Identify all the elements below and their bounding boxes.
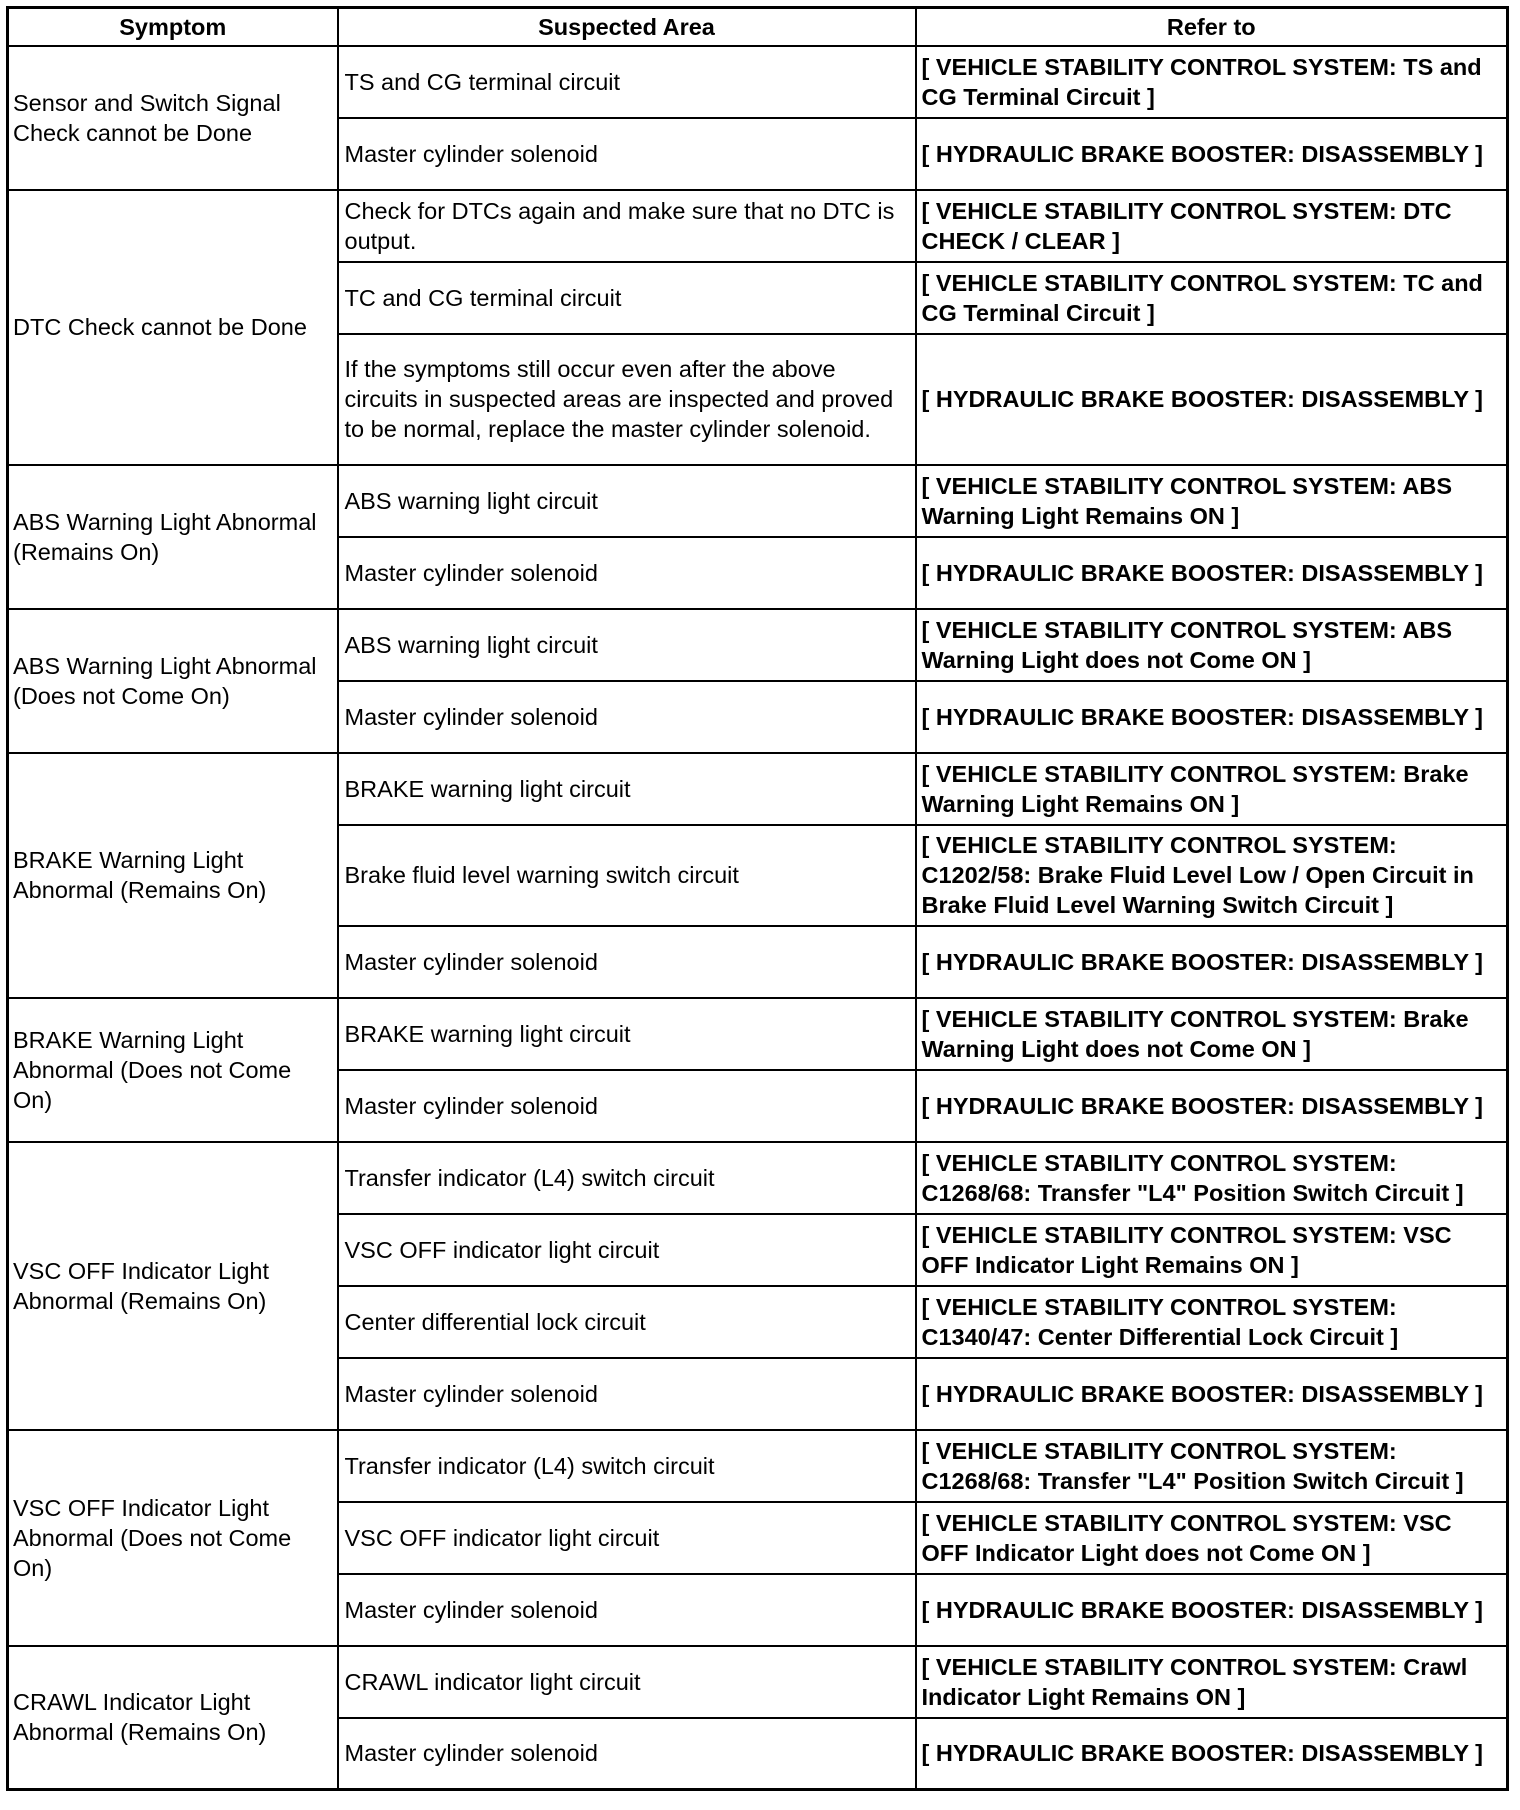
table-row bbox=[8, 609, 1508, 681]
refer-to-cell: [ HYDRAULIC BRAKE BOOSTER: DISASSEMBLY ] bbox=[916, 1574, 1508, 1646]
suspected-area-cell: VSC OFF indicator light circuit bbox=[338, 1502, 916, 1574]
refer-to-cell: [ HYDRAULIC BRAKE BOOSTER: DISASSEMBLY ] bbox=[916, 334, 1508, 465]
troubleshooting-table bbox=[6, 6, 1509, 1791]
header-symptom: Symptom bbox=[8, 8, 338, 46]
header-refer-to: Refer to bbox=[916, 8, 1508, 46]
refer-to-cell: [ VEHICLE STABILITY CONTROL SYSTEM: Crawl Indicator Light Remains ON ] bbox=[916, 1646, 1508, 1718]
symptom-cell: ABS Warning Light Abnormal (Does not Come On) bbox=[8, 609, 338, 753]
table-row bbox=[8, 1142, 1508, 1214]
refer-to-cell: [ VEHICLE STABILITY CONTROL SYSTEM: C1268/68: Transfer "L4" Position Switch Circuit ] bbox=[916, 1430, 1508, 1502]
refer-to-cell: [ VEHICLE STABILITY CONTROL SYSTEM: TC and CG Terminal Circuit ] bbox=[916, 262, 1508, 334]
refer-to-cell: [ HYDRAULIC BRAKE BOOSTER: DISASSEMBLY ] bbox=[916, 1358, 1508, 1430]
suspected-area-cell: BRAKE warning light circuit bbox=[338, 998, 916, 1070]
table-row bbox=[8, 1430, 1508, 1502]
table-row bbox=[8, 190, 1508, 262]
refer-to-cell: [ VEHICLE STABILITY CONTROL SYSTEM: DTC CHECK / CLEAR ] bbox=[916, 190, 1508, 262]
troubleshooting-table-container bbox=[6, 6, 1509, 1791]
suspected-area-cell: TC and CG terminal circuit bbox=[338, 262, 916, 334]
header-suspected-area: Suspected Area bbox=[338, 8, 916, 46]
refer-to-cell: [ HYDRAULIC BRAKE BOOSTER: DISASSEMBLY ] bbox=[916, 1070, 1508, 1142]
symptom-cell: Sensor and Switch Signal Check cannot be Done bbox=[8, 46, 338, 190]
refer-to-cell: [ VEHICLE STABILITY CONTROL SYSTEM: ABS Warning Light Remains ON ] bbox=[916, 465, 1508, 537]
refer-to-cell: [ VEHICLE STABILITY CONTROL SYSTEM: ABS Warning Light does not Come ON ] bbox=[916, 609, 1508, 681]
suspected-area-cell: Center differential lock circuit bbox=[338, 1286, 916, 1358]
suspected-area-cell: ABS warning light circuit bbox=[338, 609, 916, 681]
suspected-area-cell: VSC OFF indicator light circuit bbox=[338, 1214, 916, 1286]
symptom-cell: VSC OFF Indicator Light Abnormal (Does not Come On) bbox=[8, 1430, 338, 1646]
refer-to-cell: [ VEHICLE STABILITY CONTROL SYSTEM: TS and CG Terminal Circuit ] bbox=[916, 46, 1508, 118]
suspected-area-cell: Master cylinder solenoid bbox=[338, 926, 916, 998]
suspected-area-cell: BRAKE warning light circuit bbox=[338, 753, 916, 825]
table-row bbox=[8, 465, 1508, 537]
suspected-area-cell: Master cylinder solenoid bbox=[338, 1574, 916, 1646]
refer-to-cell: [ VEHICLE STABILITY CONTROL SYSTEM: VSC OFF Indicator Light Remains ON ] bbox=[916, 1214, 1508, 1286]
suspected-area-cell: CRAWL indicator light circuit bbox=[338, 1646, 916, 1718]
table-row bbox=[8, 998, 1508, 1070]
refer-to-cell: [ VEHICLE STABILITY CONTROL SYSTEM: VSC OFF Indicator Light does not Come ON ] bbox=[916, 1502, 1508, 1574]
refer-to-cell: [ VEHICLE STABILITY CONTROL SYSTEM: C1202/58: Brake Fluid Level Low / Open Circuit in Brake Fluid Level Warning Switch Circuit ] bbox=[916, 825, 1508, 926]
refer-to-cell: [ HYDRAULIC BRAKE BOOSTER: DISASSEMBLY ] bbox=[916, 537, 1508, 609]
suspected-area-cell: Transfer indicator (L4) switch circuit bbox=[338, 1142, 916, 1214]
suspected-area-cell: ABS warning light circuit bbox=[338, 465, 916, 537]
symptom-cell: ABS Warning Light Abnormal (Remains On) bbox=[8, 465, 338, 609]
refer-to-cell: [ HYDRAULIC BRAKE BOOSTER: DISASSEMBLY ] bbox=[916, 681, 1508, 753]
suspected-area-cell: Master cylinder solenoid bbox=[338, 1358, 916, 1430]
symptom-cell: CRAWL Indicator Light Abnormal (Remains On) bbox=[8, 1646, 338, 1790]
refer-to-cell: [ HYDRAULIC BRAKE BOOSTER: DISASSEMBLY ] bbox=[916, 118, 1508, 190]
symptom-cell: VSC OFF Indicator Light Abnormal (Remains On) bbox=[8, 1142, 338, 1430]
suspected-area-cell: TS and CG terminal circuit bbox=[338, 46, 916, 118]
suspected-area-cell: Check for DTCs again and make sure that no DTC is output. bbox=[338, 190, 916, 262]
suspected-area-cell: Master cylinder solenoid bbox=[338, 1718, 916, 1790]
header-row bbox=[8, 8, 1508, 46]
suspected-area-cell: Master cylinder solenoid bbox=[338, 537, 916, 609]
symptom-cell: BRAKE Warning Light Abnormal (Does not Come On) bbox=[8, 998, 338, 1142]
suspected-area-cell: If the symptoms still occur even after the above circuits in suspected areas are inspected and proved to be normal, replace the master cylinder solenoid. bbox=[338, 334, 916, 465]
suspected-area-cell: Transfer indicator (L4) switch circuit bbox=[338, 1430, 916, 1502]
suspected-area-cell: Brake fluid level warning switch circuit bbox=[338, 825, 916, 926]
symptom-cell: DTC Check cannot be Done bbox=[8, 190, 338, 465]
suspected-area-cell: Master cylinder solenoid bbox=[338, 681, 916, 753]
table-row bbox=[8, 753, 1508, 825]
refer-to-cell: [ VEHICLE STABILITY CONTROL SYSTEM: Brake Warning Light does not Come ON ] bbox=[916, 998, 1508, 1070]
symptom-cell: BRAKE Warning Light Abnormal (Remains On) bbox=[8, 753, 338, 998]
table-row bbox=[8, 1646, 1508, 1718]
refer-to-cell: [ VEHICLE STABILITY CONTROL SYSTEM: C1340/47: Center Differential Lock Circuit ] bbox=[916, 1286, 1508, 1358]
table-row bbox=[8, 46, 1508, 118]
refer-to-cell: [ HYDRAULIC BRAKE BOOSTER: DISASSEMBLY ] bbox=[916, 1718, 1508, 1790]
suspected-area-cell: Master cylinder solenoid bbox=[338, 1070, 916, 1142]
refer-to-cell: [ VEHICLE STABILITY CONTROL SYSTEM: C1268/68: Transfer "L4" Position Switch Circuit ] bbox=[916, 1142, 1508, 1214]
suspected-area-cell: Master cylinder solenoid bbox=[338, 118, 916, 190]
refer-to-cell: [ HYDRAULIC BRAKE BOOSTER: DISASSEMBLY ] bbox=[916, 926, 1508, 998]
refer-to-cell: [ VEHICLE STABILITY CONTROL SYSTEM: Brake Warning Light Remains ON ] bbox=[916, 753, 1508, 825]
